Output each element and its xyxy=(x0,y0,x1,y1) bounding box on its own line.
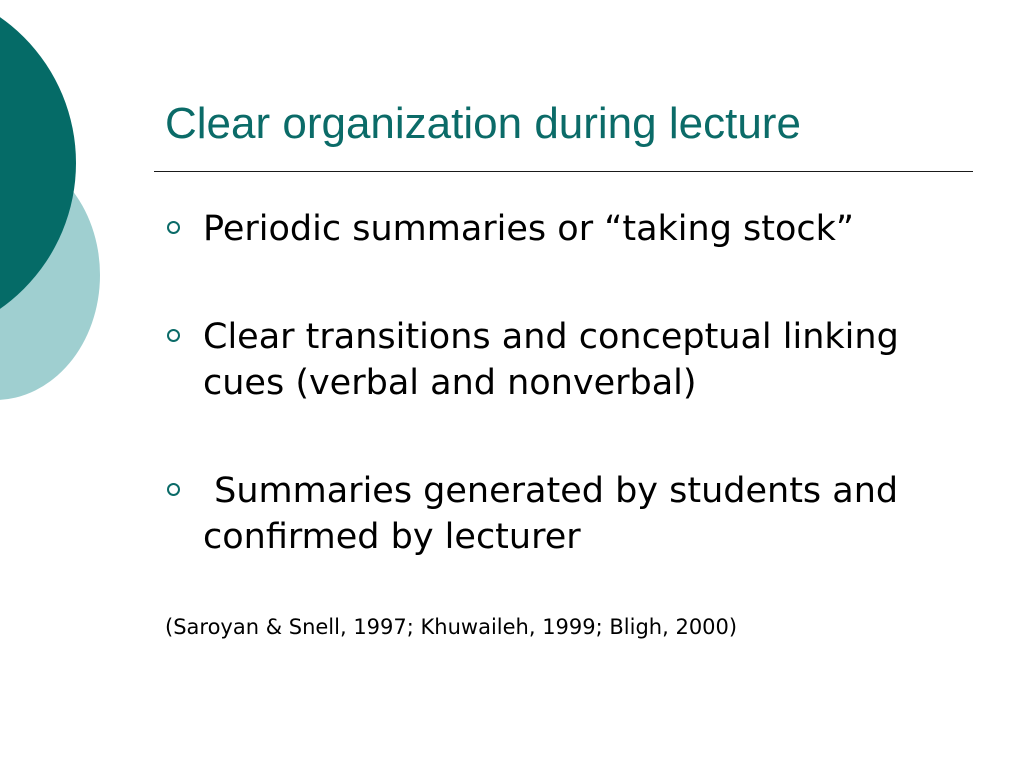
hollow-circle-icon xyxy=(167,483,180,496)
slide-title: Clear organization during lecture xyxy=(165,99,801,148)
bullet-item xyxy=(165,206,965,252)
hollow-circle-icon xyxy=(167,329,180,342)
bullet-text: Clear transitions and conceptual linking cues (verbal and nonverbal) xyxy=(203,317,910,403)
bullet-text: Periodic summaries or “taking stock” xyxy=(203,209,855,249)
title-divider xyxy=(154,171,973,172)
hollow-circle-icon xyxy=(167,221,180,234)
bullet-list xyxy=(165,206,965,560)
bullet-item xyxy=(165,314,965,406)
bullet-text: Summaries generated by students and confirmed by lecturer xyxy=(203,471,910,557)
citation: (Saroyan & Snell, 1997; Khuwaileh, 1999; Bligh, 2000) xyxy=(165,615,738,639)
bullet-item xyxy=(165,468,965,560)
